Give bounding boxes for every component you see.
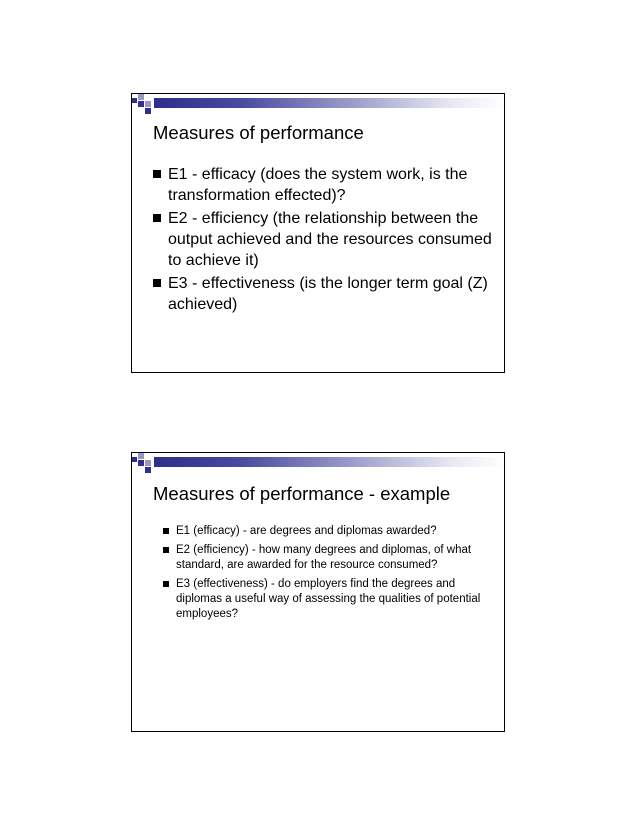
list-item	[153, 164, 493, 206]
square-bullet-icon	[153, 279, 161, 287]
square-bullet-icon	[153, 170, 161, 178]
list-item	[163, 543, 483, 573]
square-bullet-icon	[163, 547, 169, 553]
bullet-text: E1 - efficacy (does the system work, is the transformation effected)?	[168, 166, 468, 204]
bullet-text: E2 (efficiency) - how many degrees and diplomas, of what standard, are awarded for the resource consumed?	[176, 544, 472, 571]
slide-title: Measures of performance	[153, 122, 364, 143]
bullet-text: E1 (efficacy) - are degrees and diplomas awarded?	[176, 525, 437, 537]
square-bullet-icon	[153, 214, 161, 222]
bullet-list	[163, 524, 483, 626]
list-item	[153, 273, 493, 315]
list-item	[163, 577, 483, 622]
header-decoration	[132, 453, 504, 473]
bullet-text: E2 - efficiency (the relationship between the output achieved and the resources consumed to achieve it)	[168, 210, 492, 269]
slide-1	[131, 93, 505, 373]
square-bullet-icon	[163, 528, 169, 534]
list-item	[163, 524, 483, 539]
header-gradient-bar	[154, 98, 504, 108]
bullet-text: E3 (effectiveness) - do employers find the degrees and diplomas a useful way of assessing the qualities of potential employees?	[176, 578, 481, 620]
list-item	[153, 208, 493, 271]
header-decoration	[132, 94, 504, 114]
bullet-list	[153, 164, 493, 317]
bullet-text: E3 - effectiveness (is the longer term goal (Z) achieved)	[168, 275, 488, 313]
slide-title: Measures of performance - example	[153, 483, 451, 504]
header-gradient-bar	[154, 457, 504, 467]
square-bullet-icon	[163, 581, 169, 587]
slide-2	[131, 452, 505, 732]
